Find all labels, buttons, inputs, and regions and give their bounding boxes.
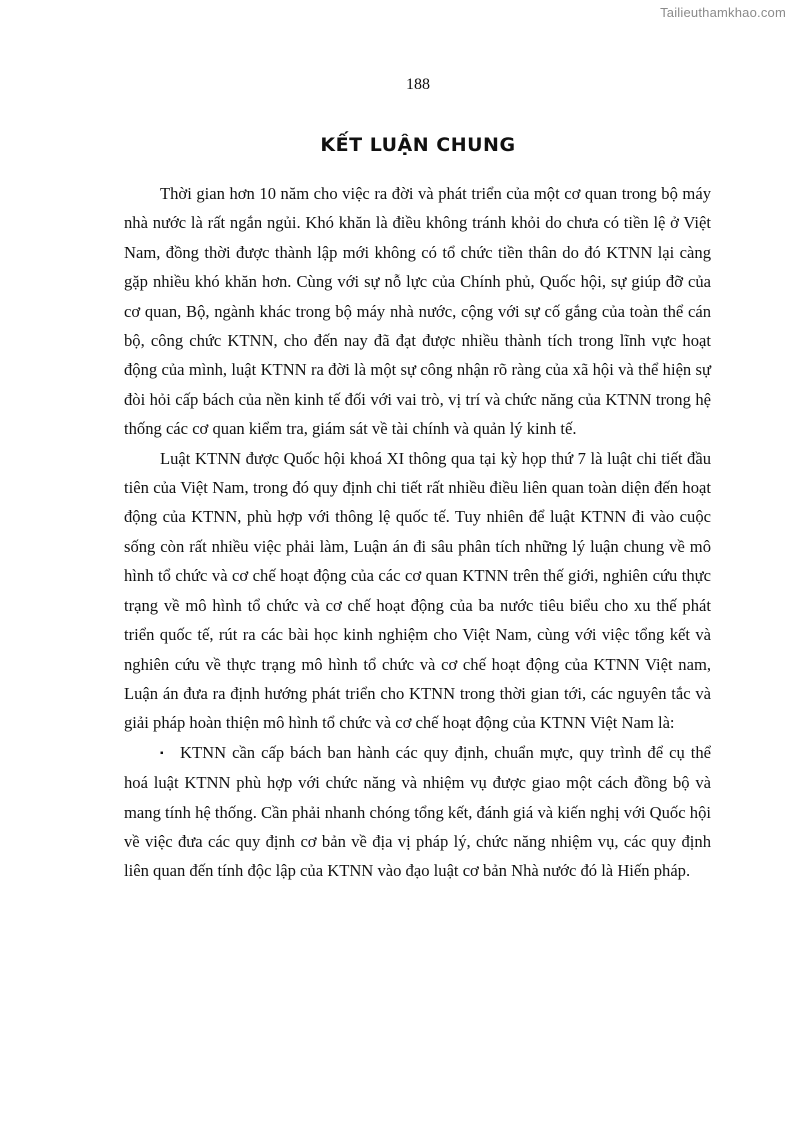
bullet-item	[124, 738, 711, 886]
document-body	[124, 179, 711, 886]
bullet-square-icon: ▪	[160, 747, 164, 759]
paragraph-law: Luật KTNN được Quốc hội khoá XI thông qua tại kỳ họp thứ 7 là luật chi tiết đầu tiên của Việt Nam, trong đó quy định chi tiết rất nhiều điều liên quan toàn diện đến hoạt động của KTNN, phù hợp với thông lệ quốc tế. Tuy nhiên để luật KTNN đi vào cuộc sống còn rất nhiều việc phải làm, Luận án đi sâu phân tích những lý luận chung về mô hình tổ chức và cơ chế hoạt động của các cơ quan KTNN trên thế giới, nghiên cứu thực trạng về mô hình tổ chức và cơ chế hoạt động của ba nước tiêu biểu cho xu thế phát triển quốc tế, rút ra các bài học kinh nghiệm cho Việt Nam, cùng với việc tổng kết và nghiên cứu về thực trạng mô hình tổ chức và cơ chế hoạt động của KTNN Việt nam, Luận án đưa ra định hướng phát triển cho KTNN trong thời gian tới, các nguyên tắc và giải pháp hoàn thiện mô hình tổ chức và cơ chế hoạt động của KTNN Việt Nam là:	[124, 448, 711, 733]
page-title: KẾT LUẬN CHUNG	[320, 134, 516, 156]
bullet-text: KTNN cần cấp bách ban hành các quy định, chuẩn mực, quy trình để cụ thể hoá luật KTNN phù hợp với chức năng và nhiệm vụ được giao một cách đồng bộ và mang tính hệ thống. Cần phải nhanh chóng tổng kết, đánh giá và kiến nghị với Quốc hội về việc đưa các quy định cơ bản về địa vị pháp lý, chức năng nhiệm vụ, các quy định liên quan đến tính độc lập của KTNN vào đạo luật cơ bản Nhà nước đó là Hiến pháp.	[124, 742, 711, 881]
paragraph-intro: Thời gian hơn 10 năm cho việc ra đời và phát triển của một cơ quan trong bộ máy nhà nước là rất ngắn ngủi. Khó khăn là điều không tránh khỏi do chưa có tiền lệ ở Việt Nam, đồng thời được thành lập mới không có tổ chức tiền thân do đó KTNN lại càng gặp nhiều khó khăn hơn. Cùng với sự nỗ lực của Chính phủ, Quốc hội, sự giúp đỡ của cơ quan, Bộ, ngành khác trong bộ máy nhà nước, cộng với sự cố gắng của toàn thể cán bộ, công chức KTNN, cho đến nay đã đạt được nhiều thành tích trong lĩnh vực hoạt động của mình, luật KTNN ra đời là một sự công nhận rõ ràng của xã hội và thể hiện sự đòi hỏi cấp bách của nền kinh tế đối với vai trò, vị trí và chức năng của KTNN trong hệ thống các cơ quan kiểm tra, giám sát về tài chính và quản lý kinh tế.	[124, 184, 711, 439]
page-number: 188	[406, 76, 430, 93]
watermark-text: Tailieuthamkhao.com	[660, 5, 786, 20]
